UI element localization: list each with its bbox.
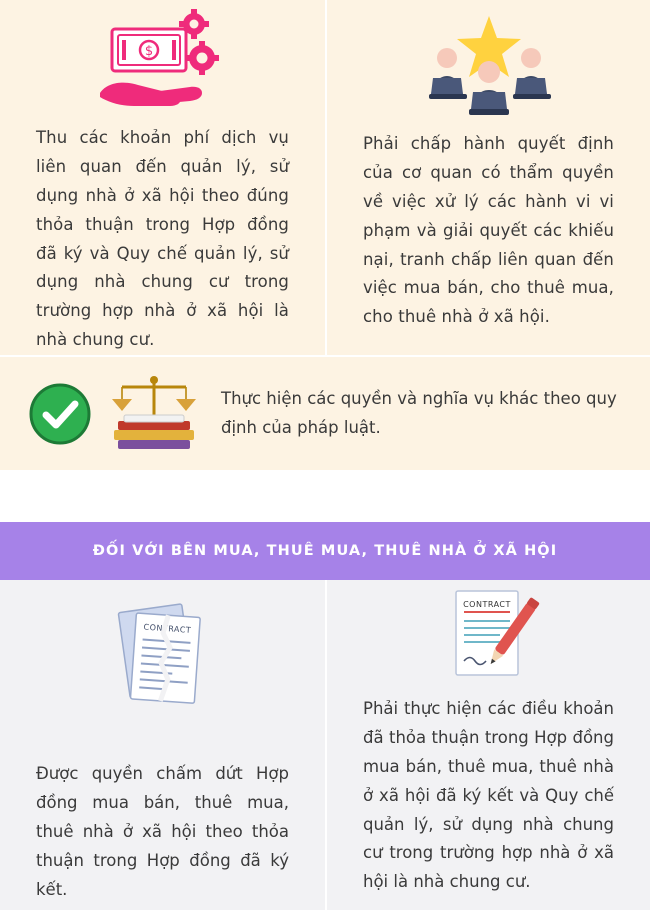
hand-money-gear-icon: [0, 0, 325, 124]
section-banner-buyer: [0, 522, 650, 580]
card-enforcement-text: Phải chấp hành quyết định của cơ quan có thẩm quyền về việc xử lý các hành vi vi phạm và giải quyết các khiếu nại, tranh chấp liên quan đến việc mua bán, cho thuê mua, cho thuê nhà ở xã hội.: [363, 134, 614, 327]
white-spacer: [0, 470, 650, 522]
banner-title: ĐỐI VỚI BÊN MUA, THUÊ MUA, THUÊ NHÀ Ở XÃ HỘI: [92, 543, 558, 559]
svg-text:$: $: [144, 44, 153, 59]
team-star-laptops-icon: [327, 0, 650, 130]
card-fees: [0, 0, 325, 355]
contract-label-left: CONTRACT: [142, 622, 192, 635]
card-terminate-contract: [0, 580, 325, 910]
other-rights-text: Thực hiện các quyền và nghĩa vụ khác theo quy định của pháp luật.: [221, 389, 617, 437]
card-perform-terms: [325, 580, 650, 910]
card-perform-text: Phải thực hiện các điều khoản đã thỏa thuận trong Hợp đồng mua bán, thuê mua, thuê nhà ở xã hội đã ký kết và Quy chế quản lý, sử dụng nhà chung cư trong trường hợp nhà ở xã hội là nhà chung cư.: [363, 699, 614, 892]
contract-signing-pen-icon: [327, 580, 650, 695]
section-obligations-seller: [0, 0, 650, 355]
card-terminate-text: Được quyền chấm dứt Hợp đồng mua bán, thuê mua, thuê nhà ở xã hội theo thỏa thuận trong Hợp đồng đã ký kết.: [36, 764, 289, 899]
card-enforcement: [325, 0, 650, 355]
section-obligations-buyer: [0, 580, 650, 910]
torn-contract-documents-icon: [0, 580, 325, 735]
justice-scale-books-icon: [100, 371, 215, 457]
green-check-circle-icon: [28, 382, 100, 446]
card-fees-text: Thu các khoản phí dịch vụ liên quan đến quản lý, sử dụng nhà ở xã hội theo đúng thỏa thuận trong Hợp đồng đã ký và Quy chế quản lý, sử dụng nhà chung cư trong trường hợp nhà ở xã hội là nhà chung cư.: [36, 128, 289, 350]
contract-label-right: CONTRACT: [463, 600, 511, 609]
section-other-rights: [0, 355, 650, 470]
